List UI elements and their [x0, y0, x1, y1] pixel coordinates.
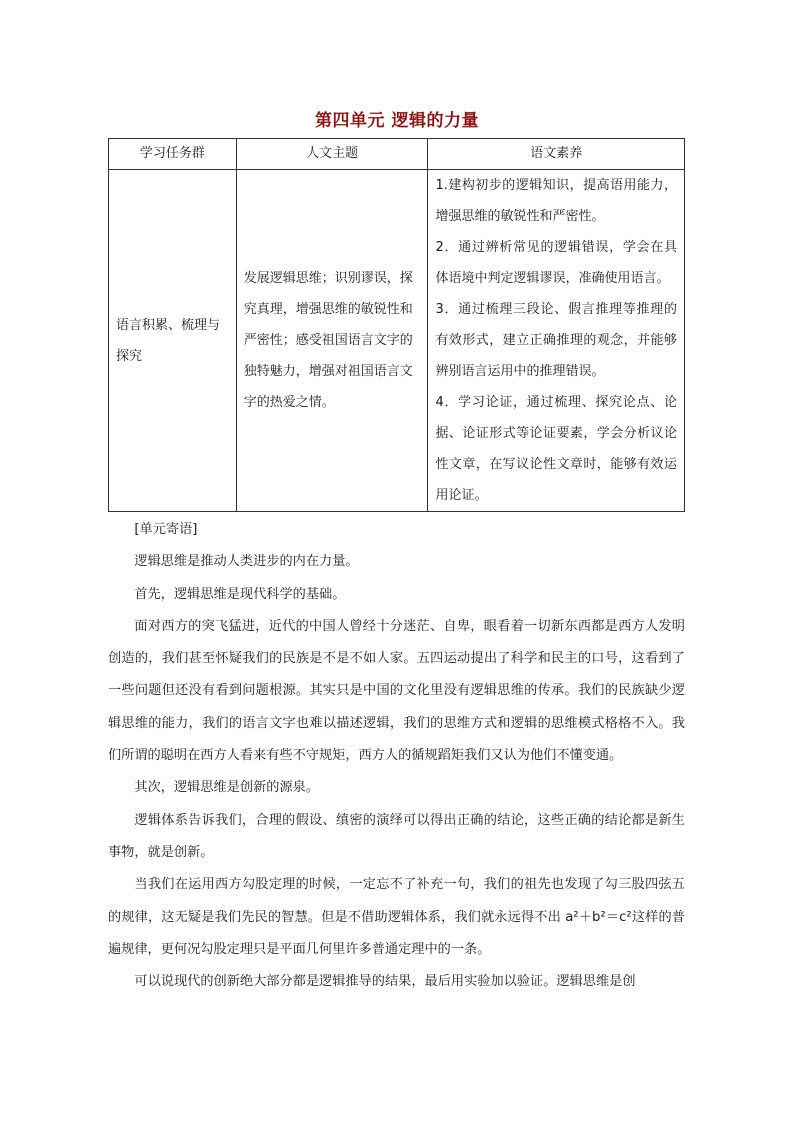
header-literacy: 语文素养: [428, 139, 685, 170]
paragraph: 面对西方的突飞猛进，近代的中国人曾经十分迷茫、自卑，眼看着一切新东西都是西方人发明创造的，我们甚至怀疑我们的民族是不是不如人家。五四运动提出了科学和民主的口号，这看到了一些问题但还没有看到问题根源。其实只是中国的文化里没有逻辑思维的传承。我们的民族缺少逻辑思维的能力，我们的语言文字也难以描述逻辑，我们的思维方式和逻辑的思维模式格格不入。我们所谓的聪明在西方人看来有些不守规矩，西方人的循规蹈矩我们又认为他们不懂变通。: [108, 618, 685, 764]
paragraph: 逻辑思维是推动人类进步的内在力量。: [134, 554, 359, 570]
section-label: [单元寄语]: [134, 522, 198, 537]
paragraph: 首先，逻辑思维是现代科学的基础。: [134, 586, 346, 602]
literacy-goal-1: 1.建构初步的逻辑知识，提高语用能力，增强思维的敏锐性和严密性。: [435, 178, 677, 224]
literacy-goal-3: 3．通过梳理三段论、假言推理等推理的有效形式，建立正确推理的观念，并能够辨别语言运用中的推理错误。: [435, 302, 677, 379]
literacy-goal-2: 2．通过辨析常见的逻辑错误，学会在具体语境中判定逻辑谬误，准确使用语言。: [435, 240, 677, 286]
unit-title: 第四单元 逻辑的力量: [315, 111, 479, 131]
literacy-cell: [428, 170, 685, 512]
unit-overview-table: [108, 138, 685, 512]
paragraph: 逻辑体系告诉我们，合理的假设、缜密的演绎可以得出正确的结论，这些正确的结论都是新生事物，就是创新。: [108, 812, 685, 860]
literacy-goal-4: 4．学习论证，通过梳理、探究论点、论据、论证形式等论证要素，学会分析议论性文章，在写议论性文章时，能够有效运用论证。: [435, 395, 677, 503]
paragraph: 可以说现代的创新绝大部分都是逻辑推导的结果，最后用实验加以验证。逻辑思维是创: [134, 974, 636, 990]
table-header-row: [109, 139, 685, 170]
unit-message: [108, 514, 685, 998]
header-task-group: 学习任务群: [109, 139, 237, 170]
task-group-cell: 语言积累、梳理与探究: [109, 170, 237, 512]
paragraph: 其次，逻辑思维是创新的源泉。: [134, 780, 320, 796]
table-row: [109, 170, 685, 512]
paragraph: 当我们在运用西方勾股定理的时候，一定忘不了补充一句，我们的祖先也发现了勾三股四弦五的规律，这无疑是我们先民的智慧。但是不借助逻辑体系，我们就永远得不出 a²＋b²＝c²这样的普遍规律，更何况勾股定理只是平面几何里许多普通定理中的一条。: [108, 877, 685, 957]
header-theme: 人文主题: [236, 139, 428, 170]
theme-cell: 发展逻辑思维；识别谬误，探究真理，增强思维的敏锐性和严密性；感受祖国语言文字的独特魅力，增强对祖国语言文字的热爱之情。: [236, 170, 428, 512]
